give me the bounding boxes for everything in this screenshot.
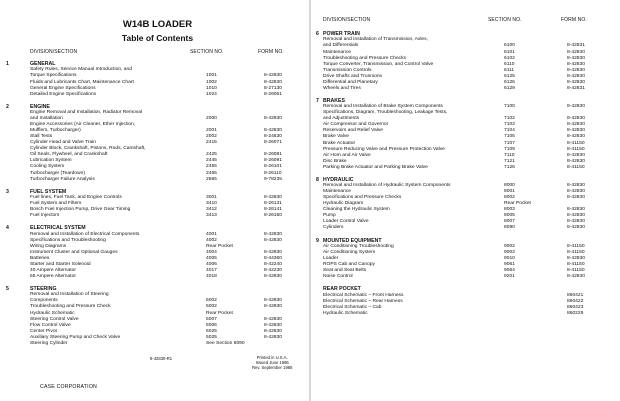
entry-form-number: 8-42830 [264,298,282,304]
entry-title: Electrical Schematic – Rear Harness [323,298,403,304]
entry-form-number: 8-26150 [264,213,282,219]
entry-section-number: 4001 [206,231,217,237]
entry-form-number: 8-42830 [567,189,585,195]
entry-section-number: 4018 [206,273,217,279]
entry-section-number: 5025 [206,334,217,340]
entry-title: Specifications and Pressure Checks [323,195,402,201]
entry-form-number: 8-42830 [567,225,585,231]
entry-section-number: 3412 [206,207,217,213]
toc-entry[interactable] [30,274,305,280]
entry-section-number: 5025 [206,328,217,334]
toc-section [6,103,305,183]
entry-title: Steering Control Valve [30,316,79,322]
entry-title: Components [30,298,58,304]
entry-title: General Engine Specifications [30,85,96,91]
entry-title: Center Pivot [30,328,57,334]
entry-form-number: 8-41150 [567,249,585,255]
entry-section-number: Rear Pocket [206,310,233,316]
entry-section-number: 1001 [206,73,217,79]
entry-form-number: 860229 [567,310,584,316]
section-number: 8 [316,176,319,183]
entry-section-number: 3413 [206,213,217,219]
entry-section-number: 3001 [206,195,217,201]
entry-form-number: 8-42830 [264,237,282,243]
entry-title: Mufflers, Turbocharger) [30,128,81,134]
entry-title: Turbocharger Failure Analysis [30,176,95,182]
entry-title: Hydraulic Schematic [30,310,75,316]
entry-title: Safety Rules, Service Manual Introduction, and [30,67,132,73]
entry-title: Fuel Injectors [30,213,60,219]
toc-section [316,31,616,92]
entry-section-number: 8002 [504,195,515,201]
entry-title: Transmission Controls [323,67,372,73]
entry-section-number: 8001 [504,189,515,195]
entry-form-number: 8-41150 [567,164,585,170]
entry-form-number: 8-42830 [567,61,585,67]
entry-form-number: 8-42830 [264,116,282,122]
entry-title: Removal and Installation of Hydraulic System Components [323,183,451,189]
entry-form-number: 9-78235 [264,176,282,182]
section-number: 7 [316,97,319,104]
entry-form-number: 8-26101 [264,164,282,170]
entry-title: Steering Cylinder [30,340,68,346]
entry-section-number: 4017 [206,267,217,273]
entry-title: Torque Converter, Transmission, and Control Valve [323,61,434,67]
entry-title: Torque Specifications [30,73,77,79]
entry-form-number: 860423 [567,304,584,310]
entry-form-number: 8-42830 [264,249,282,255]
section-title: HYDRAULIC [323,176,354,183]
entry-form-number: 8-26061 [264,91,282,97]
entry-title: Specifications, Diagram, Troubleshooting, Leakage Tests, [323,110,448,116]
entry-title: Fuel System and Filters [30,201,82,207]
entry-section-number: 8007 [504,219,515,225]
entry-title: Pressure Reducing Valve and Pressure Protection Valve [323,146,445,152]
entry-title: Cylinder Head and Valve Train [30,140,96,146]
entry-form-number: 8-42830 [567,122,585,128]
entry-title: Cooling System [30,164,65,170]
entry-section-number: See Section 8090 [206,340,245,346]
toc-section [6,61,305,98]
entry-section-number: 4005 [206,255,217,261]
entry-section-number: 7126 [504,164,515,170]
entry-title: 65 Ampere Alternator [30,273,76,279]
section-title: REAR POCKET [323,286,361,293]
entry-title: Auxiliary Steering Pump and Check Valve [30,334,121,340]
toc-entry[interactable] [30,177,305,183]
print-info [252,355,292,370]
entry-section-number: 3410 [206,201,217,207]
entry-title: Wiring Diagrams [30,243,67,249]
entry-form-number: 8-26071 [264,140,282,146]
entry-section-number: Rear Pocket [504,201,531,207]
entry-section-number: 6102 [504,55,515,61]
entry-form-number: 8-42830 [264,195,282,201]
entry-title: Brake Valve [323,134,350,140]
entry-form-number: 8-41150 [567,146,585,152]
entry-form-number: 8-42830 [567,158,585,164]
entry-form-number: 8-42830 [567,152,585,158]
entry-title: Lubrication System [30,158,72,164]
entry-title: Loader [323,256,339,262]
entry-form-number: 8-41150 [567,140,585,146]
entry-form-number: 8-42830 [567,274,585,280]
document-title: W14B LOADER [122,19,193,30]
entry-title: Differential and Planetary [323,79,378,85]
entry-title: Disc Brake [323,158,347,164]
entry-section-number: 9201 [504,274,515,280]
entry-form-number: 8-42240 [264,261,282,267]
entry-section-number: 5007 [206,316,217,322]
section-title: BRAKES [323,97,345,104]
entry-section-number: 5002 [206,304,217,310]
entry-form-number: 8-26081 [264,152,282,158]
toc-entry[interactable] [323,311,616,317]
entry-section-number: 7103 [504,122,515,128]
toc-section [6,285,305,347]
entry-title: Pump [323,213,336,219]
entry-title: Flow Control Valve [30,322,71,328]
entry-section-number: 4004 [206,249,217,255]
toc-section [316,97,616,171]
entry-form-number: 8-42830 [567,183,585,189]
entry-form-number: 8-42830 [264,328,282,334]
entry-section-number: 1002 [206,79,217,85]
entry-title: Specifications and Troubleshooting [30,237,106,243]
entry-form-number: 8-42830 [567,67,585,73]
entry-section-number: 7107 [504,140,515,146]
entry-section-number: 6101 [504,49,515,55]
entry-title: Removal and Installation of Steering [30,292,109,298]
entry-section-number: 2465 [206,170,217,176]
entry-title: Starter and Starter Solenoid [30,261,91,267]
entry-title: Cleaning the Hydraulic System [323,207,390,213]
entry-form-number: 8-26110 [264,170,282,176]
entry-title: Detailed Engine Specifications [30,91,97,97]
entry-title: Drive Shafts and Trunnions [323,73,382,79]
entry-section-number: 2425 [206,152,217,158]
toc-section [323,286,616,317]
entry-form-number: 8-24630 [264,134,282,140]
section-number: 9 [316,237,319,244]
section-no-header: SECTION NO. [488,17,522,23]
entry-section-number: Rear Pocket [206,243,233,249]
entry-title: Air Conditioning System [323,249,376,255]
entry-section-number: 7104 [504,128,515,134]
entry-section-number: 8000 [504,183,515,189]
section-title: FUEL SYSTEM [30,188,67,195]
toc-entry[interactable] [323,225,616,231]
entry-form-number: 8-42830 [264,316,282,322]
entry-section-number: 8090 [504,225,515,231]
entry-form-number: 8-41150 [567,243,585,249]
entry-section-number: 2001 [206,128,217,134]
entry-form-number: 860422 [567,298,584,304]
section-number: 4 [6,225,9,232]
entry-form-number: 860421 [567,292,584,298]
entry-section-number: 2002 [206,134,217,140]
entry-title: 40 Ampere Alternator [30,267,76,273]
toc-entry[interactable] [323,274,616,280]
entry-form-number: 8-42830 [567,256,585,262]
entry-title: Troubleshooting and Pressure Check [30,304,111,310]
division-header: DIVISION/SECTION [30,49,78,55]
entry-section-number: 2565 [206,176,217,182]
toc-entry[interactable] [323,165,616,171]
entry-section-number: 2455 [206,164,217,170]
entry-section-number: 4002 [206,237,217,243]
entry-form-number: 8-41150 [567,262,585,268]
entry-form-number: 8-42830 [264,128,282,134]
entry-section-number: 6110 [504,61,515,67]
toc-section [6,225,305,280]
entry-form-number: 8-42831 [567,43,585,49]
right-page [311,0,620,401]
entry-section-number: 6129 [504,85,515,91]
entry-title: Engine Accessories (Air Cleaner, Ether Injection, [30,122,136,128]
issued-text: Issued June 1986 [255,360,289,365]
entry-form-number: 8-26091 [264,158,282,164]
entry-form-number: 8-42831 [567,85,585,91]
entry-title: Reservoirs and Relief Valve [323,128,383,134]
entry-form-number: 8-42230 [264,267,282,273]
section-no-header: SECTION NO. [190,49,224,55]
entry-title: Troubleshooting and Pressure Checks [323,55,407,61]
entry-section-number: 7110 [504,152,515,158]
entry-section-number: 5006 [206,322,217,328]
entry-section-number: 2445 [206,158,217,164]
entry-title: Turbocharger (Teardown) [30,170,85,176]
entry-title: ROPS Cab and Canopy [323,262,375,268]
entry-title: Maintenance [323,49,352,55]
entry-section-number: 9064 [504,268,515,274]
entry-form-number: 8-42830 [567,207,585,213]
entry-form-number: 8-27130 [264,85,282,91]
entry-section-number: 1024 [206,91,217,97]
entry-section-number: 7102 [504,116,515,122]
entry-section-number: 7121 [504,158,515,164]
toc-entry[interactable] [30,213,305,219]
toc-entry[interactable] [323,86,616,92]
toc-section [6,188,305,220]
entry-title: Maintenance [323,189,352,195]
division-header: DIVISION/SECTION [323,17,371,23]
document-subtitle: Table of Contents [121,33,194,43]
toc-entry[interactable] [30,92,305,98]
section-title: MOUNTED EQUIPMENT [323,237,382,244]
column-headers-right [323,17,616,25]
section-title: ENGINE [30,103,50,110]
entry-form-number: 8-42830 [567,55,585,61]
entry-title: Bosch Fuel Injection Pump, Drive Gear Timing [30,207,131,213]
entry-form-number: 8-42830 [567,128,585,134]
entry-form-number: 8-42830 [567,134,585,140]
form-no-header: FORM NO. [258,49,284,55]
entry-title: and Differentials [323,43,359,49]
entry-form-number: 8-42830 [264,273,282,279]
toc-section [316,237,616,281]
entry-title: Fluids and Lubricants Chart, Maintenance Chart [30,79,134,85]
entry-title: Hydraulic Diagram [323,201,364,207]
entry-section-number: 9002 [504,243,515,249]
entry-title: Loader Control Valve [323,219,369,225]
entry-title: Wheels and Tires [323,85,361,91]
section-title: GENERAL [30,61,56,67]
section-number: 3 [6,188,9,195]
entry-section-number: 8005 [504,213,515,219]
form-code: 8-42830-R1 [150,356,173,361]
section-number: 2 [6,103,9,110]
entry-section-number: 9010 [504,256,515,262]
toc-entry[interactable] [30,341,305,347]
entry-section-number: 7100 [504,104,515,110]
entry-form-number: 8-42830 [567,104,585,110]
entry-form-number: 8-42830 [567,219,585,225]
entry-title: and Installation [30,116,63,122]
entry-section-number: 6100 [504,43,515,49]
entry-section-number: 9003 [504,249,515,255]
right-toc-list [316,31,616,317]
entry-title: Noise Control [323,274,353,280]
column-headers-left [30,49,305,57]
entry-title: Electrical Schematic – Front Harness [323,292,404,298]
entry-section-number: 9061 [504,262,515,268]
entry-title: Cylinder Block, Crankshaft, Pistons, Rods, Camshaft, [30,146,146,152]
entry-form-number: 8-26131 [264,201,282,207]
form-no-header: FORM NO. [561,17,587,23]
left-toc-list [6,61,305,347]
entry-title: Removal and Installation of Electrical Components [30,231,140,237]
entry-title: Stall Tests [30,134,53,140]
entry-section-number: 6111 [504,67,515,73]
section-title: ELECTRICAL SYSTEM [30,225,86,232]
entry-section-number: 2415 [206,140,217,146]
entry-section-number: 4006 [206,261,217,267]
toc-section [316,176,616,232]
entry-title: Engine Removal and Installation, Radiator Removal [30,110,143,116]
entry-title: Air Compressor and Governor [323,122,389,128]
entry-title: Cylinders [323,225,344,231]
section-number: 5 [6,285,9,292]
entry-title: Removal and Installation of Transmission, Axles, [323,37,428,43]
entry-form-number: 8-42830 [567,213,585,219]
left-page [0,0,309,401]
section-title: STEERING [30,285,57,292]
entry-title: Oil Seals, Flywheel, and Crankshaft [30,152,108,158]
entry-form-number: 8-42830 [264,334,282,340]
entry-title: Hydraulic Schematic [323,310,368,316]
entry-section-number: 1010 [206,85,217,91]
entry-section-number: 5002 [206,298,217,304]
entry-form-number: 8-42830 [567,49,585,55]
entry-form-number: 8-42830 [264,322,282,328]
entry-title: Instrument Cluster and Optional Gauges [30,249,118,255]
section-number: 1 [6,61,9,67]
revised-text: Rev. September 1986 [252,365,293,370]
entry-form-number: 8-26141 [264,207,282,213]
entry-title: and Adjustments [323,116,360,122]
entry-title: Removal and Installation of Brake System Components [323,104,443,110]
entry-title: Electrical Schematic – Cab [323,304,382,310]
entry-title: Brake Actuator [323,140,356,146]
section-title: POWER TRAIN [323,31,360,37]
entry-section-number: 6125 [504,73,515,79]
entry-form-number: 8-44360 [264,255,282,261]
entry-form-number: 8-42830 [567,195,585,201]
entry-form-number: 8-42830 [567,116,585,122]
entry-form-number: 8-42830 [264,79,282,85]
entry-title: Parking Brake Actuator and Parking Brake Valve [323,164,428,170]
entry-title: Air Conditioning Troubleshooting [323,243,394,249]
entry-form-number: 8-42830 [567,79,585,85]
entry-form-number: 8-42830 [264,73,282,79]
entry-section-number: 2000 [206,116,217,122]
entry-title: Fuel lines, Fuel Tank, and Engine Controls [30,195,122,201]
entry-title: Batteries [30,255,50,261]
entry-section-number: 8003 [504,207,515,213]
company-name: CASE CORPORATION [40,384,98,390]
entry-section-number: 6126 [504,79,515,85]
entry-form-number: 8-42830 [567,73,585,79]
entry-section-number: 7105 [504,134,515,140]
entry-form-number: 8-41150 [567,268,585,274]
entry-form-number: 8-42830 [264,231,282,237]
entry-form-number: 8-42830 [264,304,282,310]
section-number: 6 [316,31,319,37]
printed-text: Printed in U.S.A. [256,355,288,360]
entry-title: Air Horn and Air Valve [323,152,371,158]
entry-title: Seat and Seat Belts [323,268,367,274]
entry-section-number: 7109 [504,146,515,152]
